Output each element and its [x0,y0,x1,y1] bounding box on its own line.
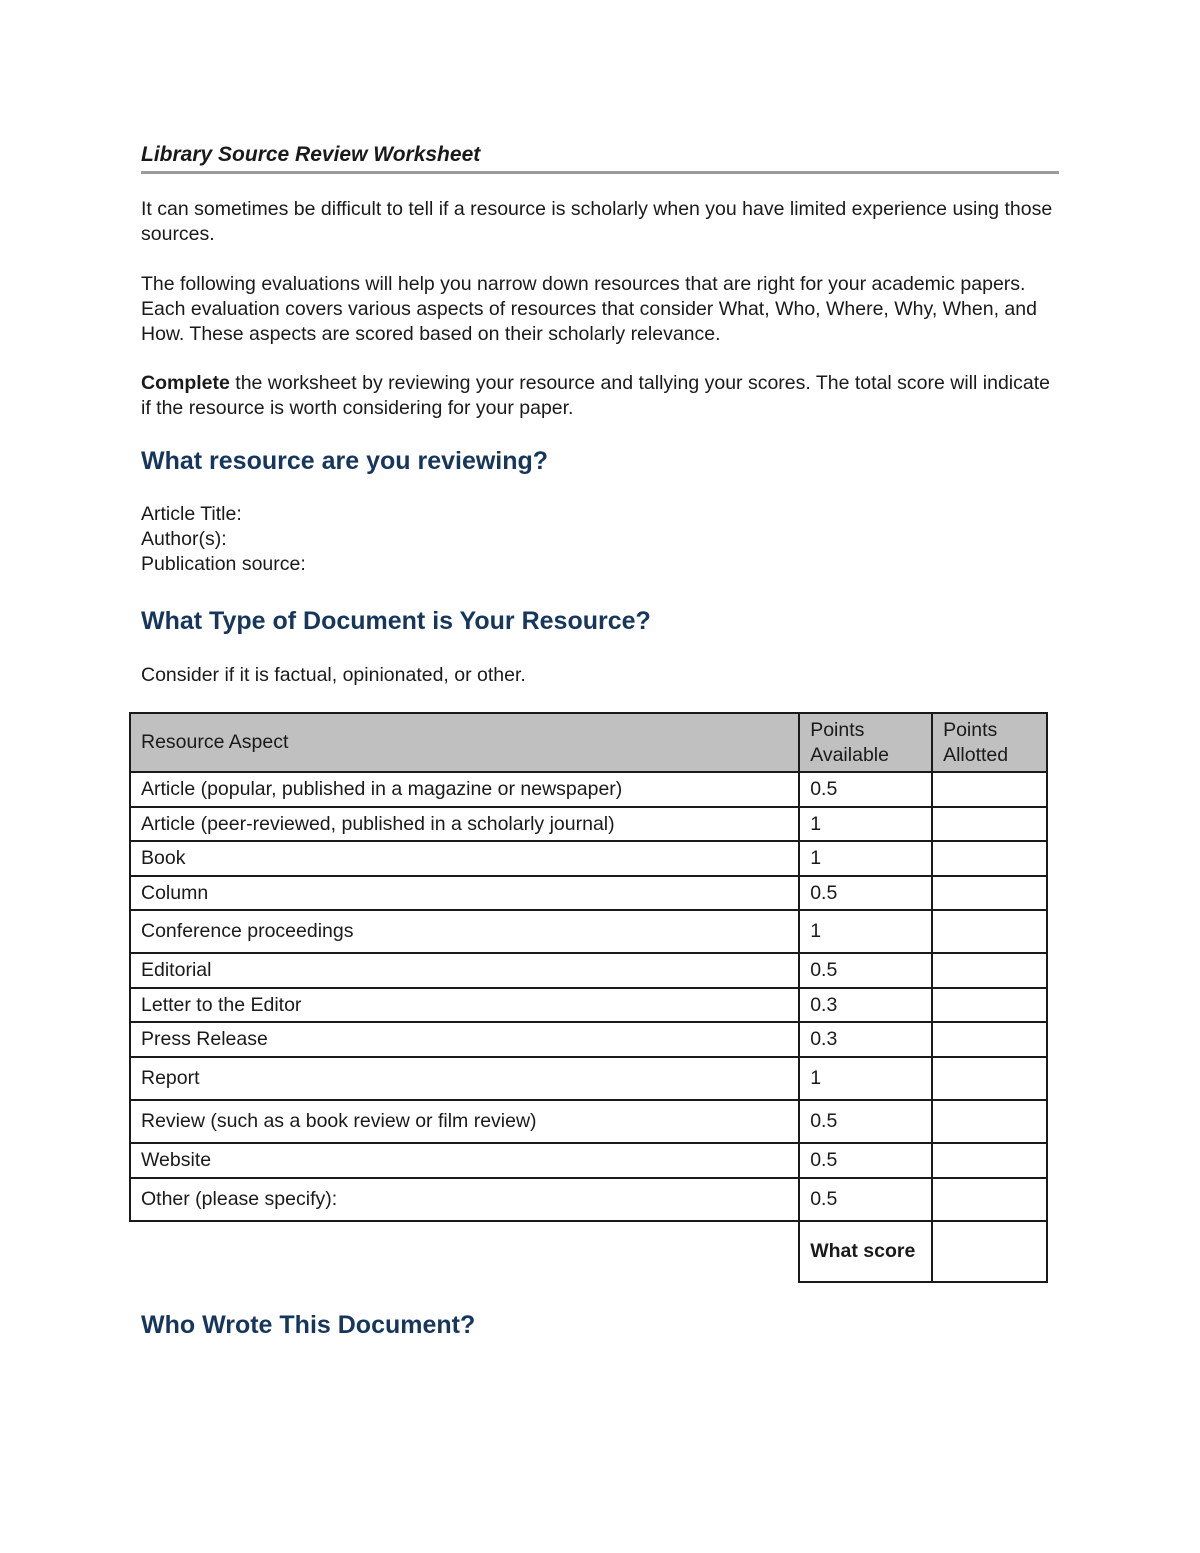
aspect-cell: Book [130,841,799,876]
points-allotted-cell[interactable] [932,841,1047,876]
points-available-cell: 0.5 [799,1178,932,1221]
points-available-cell: 1 [799,841,932,876]
table-row [130,1022,1047,1057]
table-row [130,953,1047,988]
aspect-cell: Letter to the Editor [130,988,799,1022]
aspect-cell: Website [130,1143,799,1178]
table-row [130,988,1047,1022]
table-row [130,807,1047,841]
aspect-cell: Review (such as a book review or film review) [130,1100,799,1143]
aspect-cell: Other (please specify): [130,1178,799,1221]
document-title: Library Source Review Worksheet [141,143,1059,174]
points-allotted-cell[interactable] [932,1178,1047,1221]
points-allotted-cell[interactable] [932,876,1047,910]
points-available-cell: 0.5 [799,1143,932,1178]
table-row [130,910,1047,953]
document-type-table [129,712,1048,1283]
points-available-cell: 1 [799,807,932,841]
table-row [130,1143,1047,1178]
aspect-cell: Article (popular, published in a magazine or newspaper) [130,772,799,807]
score-value-cell[interactable] [932,1221,1047,1282]
table-row [130,1057,1047,1100]
aspect-cell: Press Release [130,1022,799,1057]
table-row [130,876,1047,910]
points-available-cell: 0.5 [799,772,932,807]
points-available-cell: 0.5 [799,1100,932,1143]
points-allotted-cell[interactable] [932,953,1047,988]
points-allotted-cell[interactable] [932,1057,1047,1100]
section-subtitle: Consider if it is factual, opinionated, or other. [141,664,526,686]
points-available-cell: 1 [799,910,932,953]
points-allotted-cell[interactable] [932,988,1047,1022]
aspect-cell: Editorial [130,953,799,988]
points-available-cell: 1 [799,1057,932,1100]
intro-paragraph-2: The following evaluations will help you narrow down resources that are right for your academic papers. Each evaluation covers various aspects of resources that consider What, Who, Where, Why, When, and How. These aspects are scored based on their scholarly relevance. [141,273,1037,345]
points-allotted-cell[interactable] [932,1143,1047,1178]
table-row [130,772,1047,807]
points-available-cell: 0.5 [799,953,932,988]
aspect-cell: Conference proceedings [130,910,799,953]
points-available-cell: 0.3 [799,988,932,1022]
intro-paragraph-3-text: the worksheet by reviewing your resource and tallying your scores. The total score will indicate if the resource is worth considering for your paper. [141,372,1050,419]
header-points-allotted: Points Allotted [932,713,1047,772]
section-heading-resource: What resource are you reviewing? [141,447,549,475]
score-label: What score [799,1221,932,1282]
aspect-cell: Report [130,1057,799,1100]
field-publication-source: Publication source: [141,553,306,575]
points-allotted-cell[interactable] [932,772,1047,807]
section-heading-author: Who Wrote This Document? [141,1311,476,1339]
points-allotted-cell[interactable] [932,910,1047,953]
points-allotted-cell[interactable] [932,807,1047,841]
header-resource-aspect: Resource Aspect [130,713,799,772]
section-heading-document-type: What Type of Document is Your Resource? [141,607,651,635]
points-allotted-cell[interactable] [932,1100,1047,1143]
intro-emphasis: Complete [141,372,230,394]
intro-paragraph-3 [141,371,1056,421]
aspect-cell: Column [130,876,799,910]
score-row-spacer [130,1221,799,1282]
points-allotted-cell[interactable] [932,1022,1047,1057]
table-row [130,841,1047,876]
table-row [130,1100,1047,1143]
points-available-cell: 0.3 [799,1022,932,1057]
table-row [130,1178,1047,1221]
intro-paragraph-1: It can sometimes be difficult to tell if a resource is scholarly when you have limited experience using those sources. [141,198,1053,245]
aspect-cell: Article (peer-reviewed, published in a scholarly journal) [130,807,799,841]
points-available-cell: 0.5 [799,876,932,910]
score-row [130,1221,1047,1282]
field-authors: Author(s): [141,528,227,550]
header-points-available: Points Available [799,713,932,772]
table-header-row [130,713,1047,772]
field-article-title: Article Title: [141,503,242,525]
